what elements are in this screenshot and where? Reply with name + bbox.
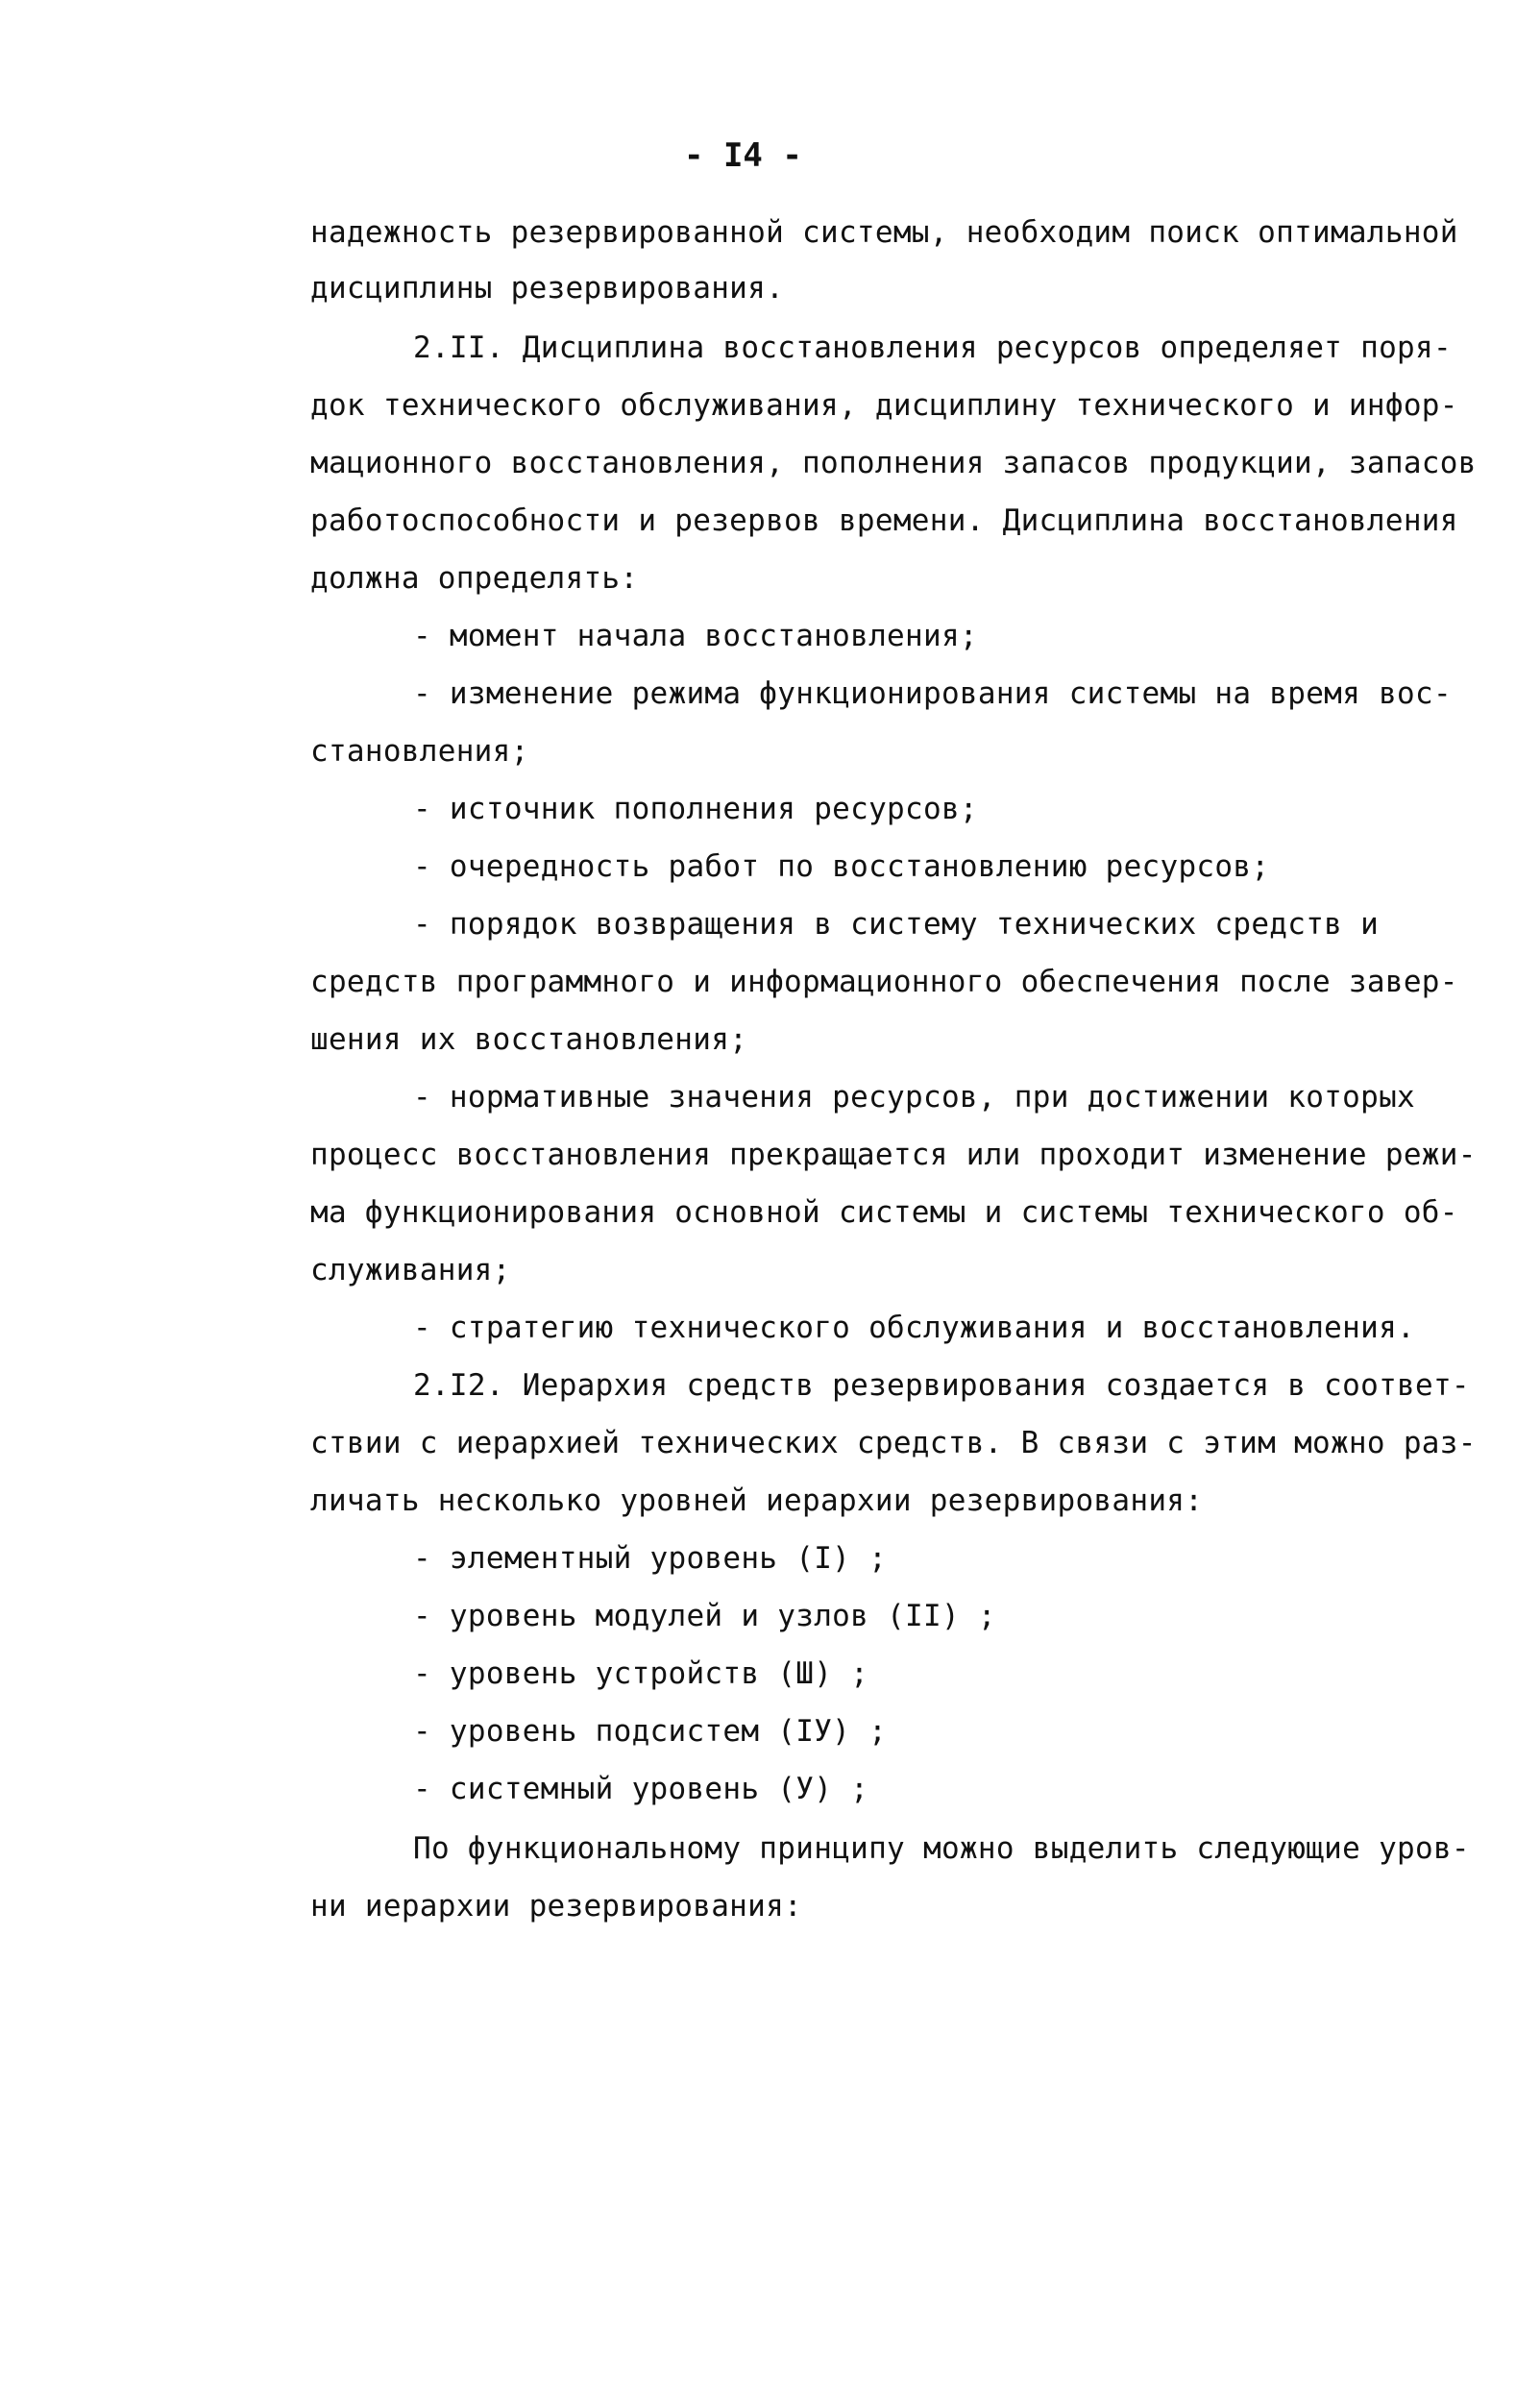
list-item: - очередность работ по восстановлению ресурсов; (413, 849, 1270, 884)
list-item: - источник пополнения ресурсов; (413, 792, 978, 826)
text-line: док технического обслуживания, дисциплину технического и инфор- (310, 388, 1458, 423)
text-line: ни иерархии резервирования: (310, 1889, 803, 1924)
list-item: - уровень подсистем (IУ) ; (413, 1714, 888, 1749)
text-line: должна определять: (310, 561, 639, 596)
text-line: По функциональному принципу можно выделить следующие уров- (413, 1831, 1470, 1866)
text-line: дисциплины резервирования. (310, 271, 785, 306)
list-item: - порядок возвращения в систему технических средств и (413, 907, 1380, 942)
list-item: - изменение режима функционирования системы на время вос- (413, 676, 1452, 711)
text-line: надежность резервированной системы, необходим поиск оптимальной (310, 215, 1458, 250)
list-item: - стратегию технического обслуживания и восстановления. (413, 1311, 1415, 1345)
text-line: ствии с иерархией технических средств. В связи с этим можно раз- (310, 1426, 1477, 1460)
list-item: - уровень устройств (Ш) ; (413, 1656, 869, 1691)
text-line: мационного восстановления, пополнения запасов продукции, запасов (310, 446, 1477, 480)
text-line: работоспособности и резервов времени. Дисциплина восстановления (310, 503, 1458, 538)
list-item: - нормативные значения ресурсов, при достижении которых (413, 1080, 1415, 1115)
list-item: - момент начала восстановления; (413, 619, 978, 653)
text-line: 2.I2. Иерархия средств резервирования создается в соответ- (413, 1368, 1470, 1403)
text-line: шения их восстановления; (310, 1022, 748, 1057)
text-line: 2.II. Дисциплина восстановления ресурсов определяет поря- (413, 331, 1452, 365)
text-line: ма функционирования основной системы и системы технического об- (310, 1195, 1458, 1230)
text-line: процесс восстановления прекращается или проходит изменение режи- (310, 1138, 1477, 1172)
text-line: служивания; (310, 1253, 511, 1287)
list-item: - системный уровень (У) ; (413, 1772, 869, 1806)
text-line: становления; (310, 734, 529, 769)
text-line: личать несколько уровней иерархии резервирования: (310, 1483, 1204, 1518)
list-item: - уровень модулей и узлов (II) ; (413, 1599, 996, 1633)
page-number: - I4 - (684, 136, 802, 175)
text-line: средств программного и информационного обеспечения после завер- (310, 965, 1458, 999)
list-item: - элементный уровень (I) ; (413, 1541, 888, 1576)
